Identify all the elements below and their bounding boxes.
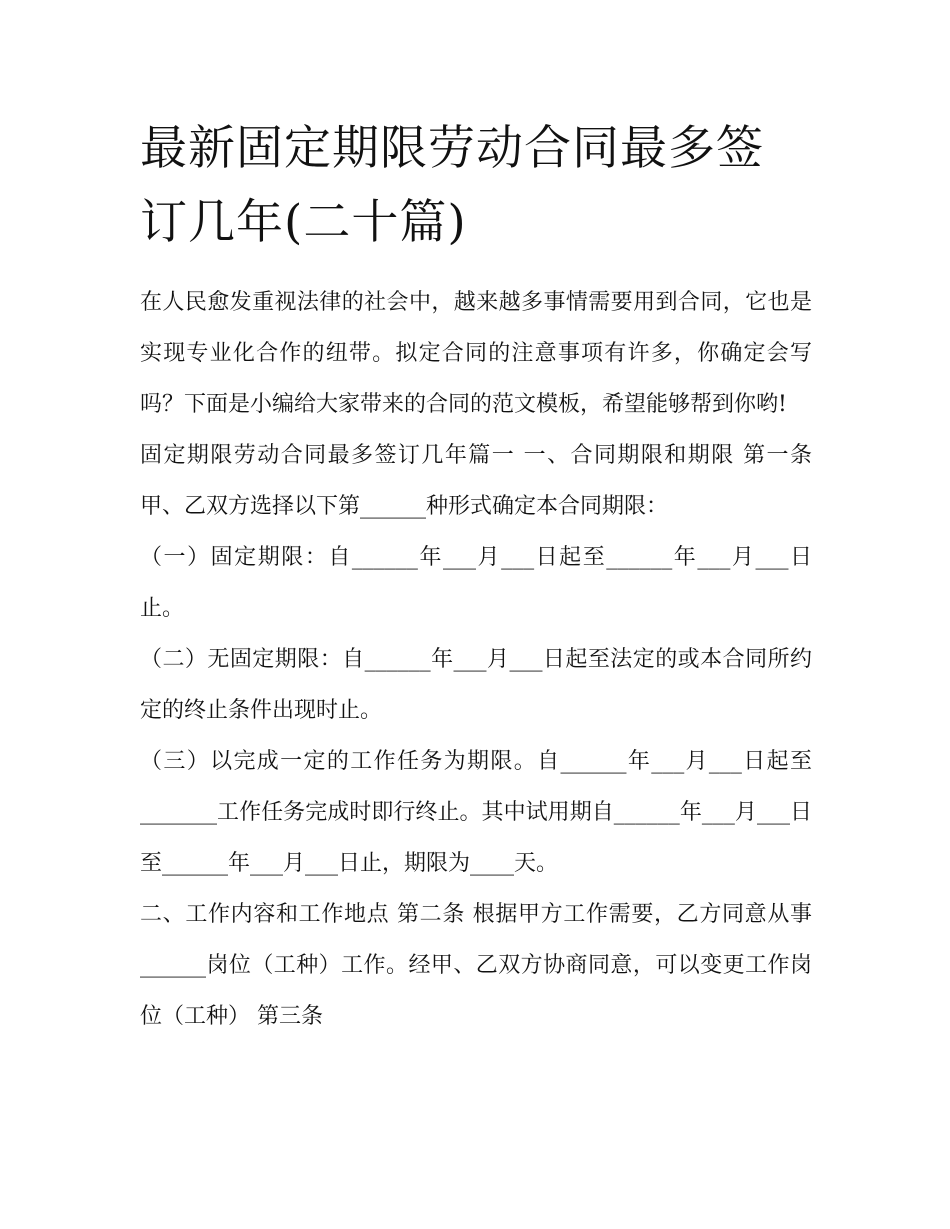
paragraph-contract-term: 固定期限劳动合同最多签订几年篇一 一、合同期限和期限 第一条 甲、乙双方选择以下第______种形式确定本合同期限： [140, 443, 812, 519]
paragraph-intro: 在人民愈发重视法律的社会中，越来越多事情需要用到合同，它也是实现专业化合作的纽带。拟定合同的注意事项有许多，你确定会写吗？下面是小编给大家带来的合同的范文模板，希望能够帮到你哟! [140, 290, 812, 417]
paragraph-open-term: （二）无固定期限：自______年___月___日起至法定的或本合同所约定的终止条件出现时止。 [140, 647, 812, 723]
document-body [140, 277, 812, 1042]
paragraph-fixed-term: （一）固定期限：自______年___月___日起至______年___月___日止。 [140, 545, 812, 621]
paragraph-task-term: （三）以完成一定的工作任务为期限。自______年___月___日起至_______工作任务完成时即行终止。其中试用期自______年___月___日至______年___月___日止，期限为____天。 [140, 749, 812, 876]
document-title: 最新固定期限劳动合同最多签订几年(二十篇) [140, 121, 764, 250]
paragraph-work-content: 二、工作内容和工作地点 第二条 根据甲方工作需要，乙方同意从事______岗位（工种）工作。经甲、乙双方协商同意，可以变更工作岗位（工种） 第三条 [140, 902, 812, 1029]
